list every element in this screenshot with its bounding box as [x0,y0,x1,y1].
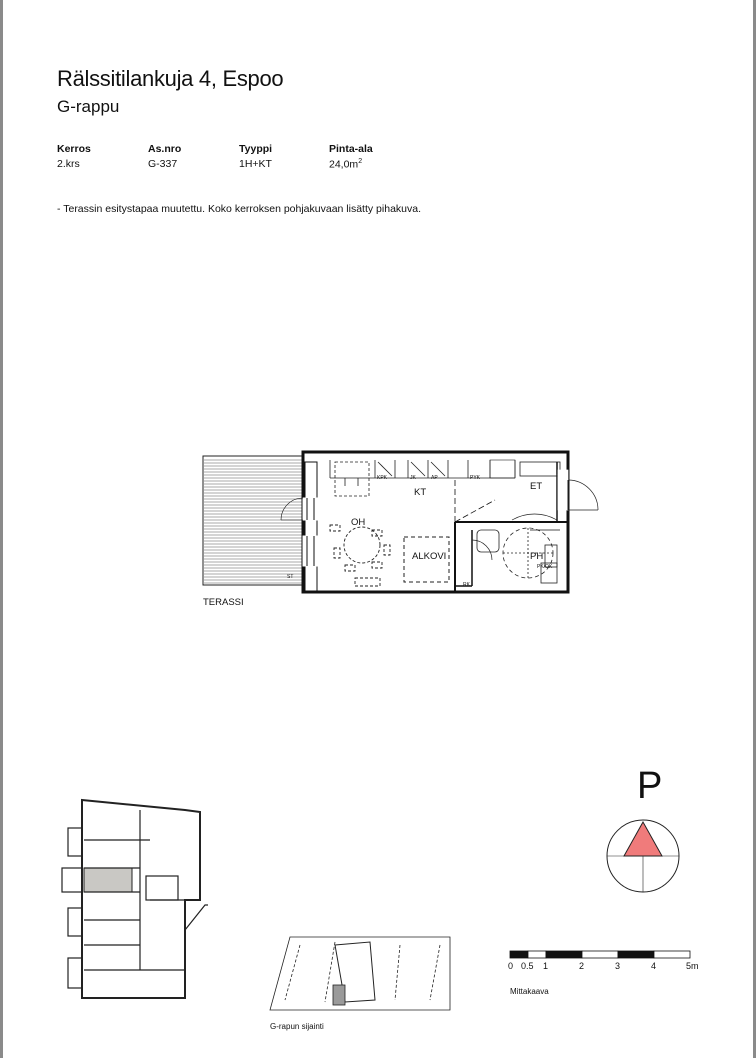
scale-tick-05: 0.5 [521,961,534,971]
scale-tick-2: 2 [579,961,585,971]
type-label: Tyyppi [239,143,273,155]
interior-walls [455,462,568,592]
apartment-number-label: As.nro [148,143,182,155]
floor-value: 2.krs [57,158,80,170]
north-label: P [637,765,663,807]
mark-pkok: PK/OK [537,564,553,570]
scale-bar [510,951,690,958]
compass-rose [607,820,679,892]
apartment-number-value: G-337 [148,158,178,170]
location-caption: G-rapun sijainti [270,1022,324,1031]
change-note: - Terassin esitystapaa muutettu. Koko kerroksen pohjakuvaan lisätty pihakuva. [57,203,422,215]
mark-kpk: KPK [377,475,388,481]
area-value: $24,0m^2$ [329,158,363,171]
floor-key-plan [62,800,208,998]
room-label-kt: KT [414,487,427,498]
scale-tick-1: 1 [543,961,549,971]
floor-label: Kerros [57,143,91,155]
bathroom-fixtures [477,528,557,583]
site-location-plan [270,937,450,1010]
scale-caption: Mittakaava [510,987,549,996]
kitchen-counter [330,460,560,496]
room-label-alkovi: ALKOVI [412,551,447,562]
scale-tick-5m: 5m [686,961,699,971]
room-label-et: ET [530,481,543,492]
scale-tick-0: 0 [508,961,514,971]
terrace-deck [203,456,303,585]
area-label: Pinta-ala [329,143,373,155]
address-title: Rälssitilankuja 4, Espoo [57,66,284,91]
room-label-terassi: TERASSI [203,597,244,608]
scale-tick-4: 4 [651,961,657,971]
type-value: 1H+KT [239,158,272,170]
room-label-ph: PH [530,551,544,562]
mark-ap: AP [431,475,438,481]
mark-pyk: PYK [470,475,481,481]
mark-jk: JK [410,475,416,481]
room-label-oh: OH [351,517,366,528]
mark-st: ST [287,574,294,580]
staircase-subtitle: G-rappu [57,97,120,116]
dining-table [330,525,390,586]
mark-rk: RK [463,582,470,588]
scale-tick-3: 3 [615,961,621,971]
shoe-rack [490,460,515,478]
